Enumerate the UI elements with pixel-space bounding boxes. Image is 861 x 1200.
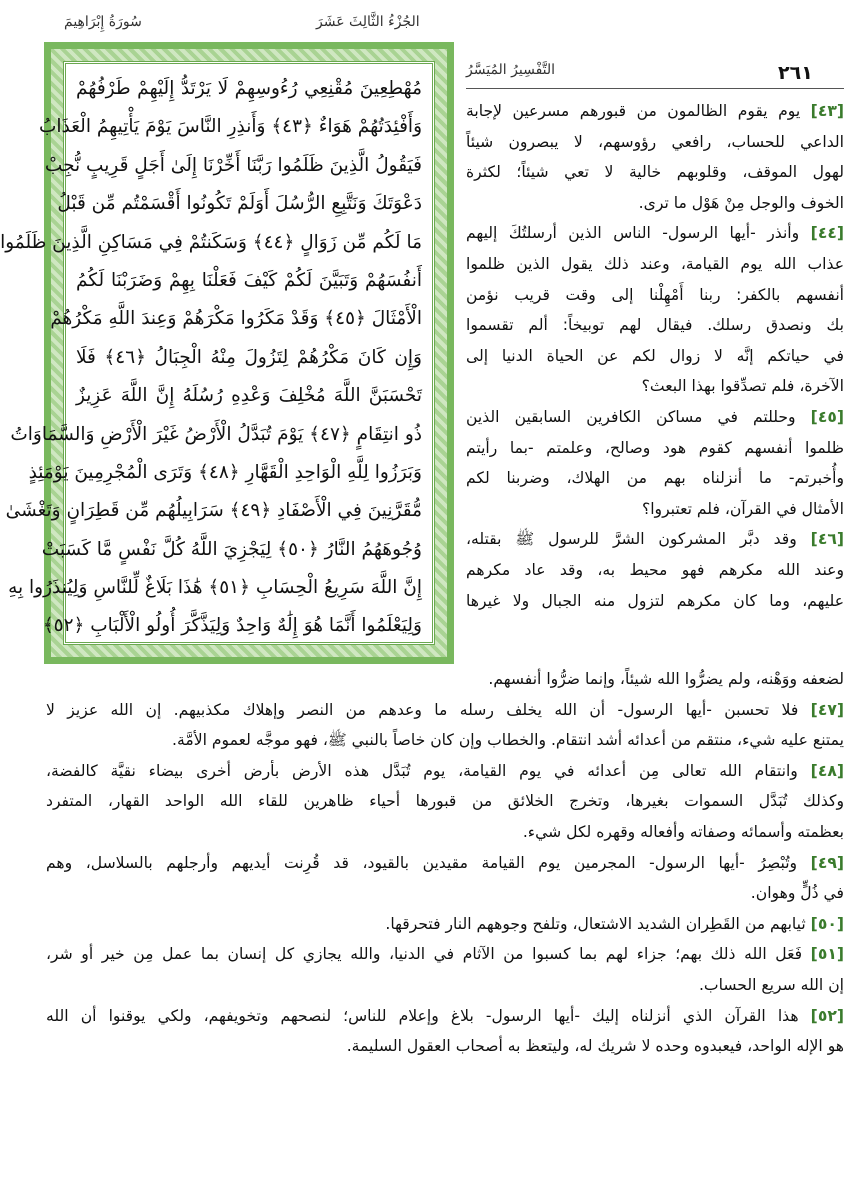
tafsir-line [466, 96, 844, 127]
tafsir-text: في ذُلٍّ وهوان. [750, 884, 844, 903]
verse-number: [٤٤] [810, 224, 844, 243]
verse-number: [٤٩] [810, 853, 844, 872]
surah-name: سُورَةُ إِبْرَاهِيمَ [64, 14, 142, 30]
tafsir-line [466, 494, 844, 525]
tafsir-line [466, 371, 844, 402]
quran-line: وَأَفْئِدَتُهُمْ هَوَاءٌ ﴿٤٣﴾ وَأَنذِرِ النَّاسَ يَوْمَ يَأْتِيهِمُ الْعَذَابُ [38, 116, 422, 138]
quran-line: وُجُوهَهُمُ النَّارُ ﴿٥٠﴾ لِيَجْزِيَ اللَّهُ كُلَّ نَفْسٍ مَّا كَسَبَتْ [41, 538, 422, 560]
tafsir-line [466, 249, 844, 280]
tafsir-text: وقد دبَّر المشركون الشرَّ للرسول ﷺ بقتله، [466, 530, 811, 549]
tafsir-text: بك ونصدق رسلك. فيقال لهم توبيخاً: ألم تقسموا [466, 316, 844, 335]
tafsir-text: في حياتكم إنَّه لا زوال لكم عن الحياة الدنيا إلى [466, 346, 844, 365]
tafsir-text: وانتقام الله تعالى مِن أعدائه في يوم القيامة، يوم تُبَدَّل هذه الأرض بأرض أخرى بيضاء نقيَّة كالفضة، [46, 761, 811, 780]
tafsir-text: ظلموا أنفسهم كقوم هود وصالح، وعلمتم -بما رأيتم [466, 438, 844, 457]
verse-number: [٤٥] [810, 407, 844, 426]
tafsir-text: أنفسهم بالكفر: ربنا أَمْهِلْنا إلى وقت قريب نؤمن [466, 285, 844, 304]
tafsir-text: إن الله سريع الحساب. [698, 975, 844, 994]
tafsir-line [466, 463, 844, 494]
tafsir-line [46, 878, 844, 909]
tafsir-text: عليهم، وما كان مكرهم لتزول منه الجبال ولا غيرها [466, 591, 844, 610]
quran-line: إِنَّ اللَّهَ سَرِيعُ الْحِسَابِ ﴿٥١﴾ هَٰذَا بَلَاغٌ لِّلنَّاسِ وَلِيُنذَرُوا بِهِ [8, 577, 422, 599]
tafsir-line [46, 909, 844, 940]
quran-frame [0, 42, 454, 664]
tafsir-text: وأُخبرتم- ما أنزلناه بهم من الهلاك، وضربنا لكم [466, 469, 844, 488]
tafsir-line [466, 310, 844, 341]
tafsir-line [466, 433, 844, 464]
tafsir-text: يمتنع عليه شيء، منتقم من أعدائه أشد انتقام. والخطاب وإن كان خاصاً بالنبي ﷺ، فهو موجَّه لعموم الأمَّة. [172, 731, 844, 750]
tafsir-text: الأمثال في القرآن، فلم تعتبروا؟ [641, 499, 844, 518]
tafsir-line [46, 756, 844, 787]
quran-line: تَحْسَبَنَّ اللَّهَ مُخْلِفَ وَعْدِهِ رُسُلَهُ إِنَّ اللَّهَ عَزِيزٌ [76, 385, 422, 407]
tafsir-text: وحللتم في مساكن الكافرين السابقين الذين [466, 407, 811, 426]
tafsir-text: وأنذر -أيها الرسول- الناس الذين أرسلتُكَ إليهم [466, 224, 811, 243]
quran-line: أَنفُسَهُمْ وَتَبَيَّنَ لَكُمْ كَيْفَ فَعَلْنَا بِهِمْ وَضَرَبْنَا لَكُمُ [76, 269, 422, 291]
quran-line: ذُو انتِقَامٍ ﴿٤٧﴾ يَوْمَ تُبَدَّلُ الْأَرْضُ غَيْرَ الْأَرْضِ وَالسَّمَاوَاتُ [10, 423, 422, 445]
header-rule [466, 88, 844, 89]
tafsir-text: وتُبْصِرُ -أيها الرسول- المجرمين يوم القيامة مقيدين بالقيود، قد قُرِنت أيديهم وأرجلهم بالسلاسل، وهم [46, 853, 811, 872]
quran-line: مَا لَكُم مِّن زَوَالٍ ﴿٤٤﴾ وَسَكَنتُمْ فِي مَسَاكِنِ الَّذِينَ ظَلَمُوا [0, 231, 422, 253]
tafsir-text: ثيابهم من القَطِران الشديد الاشتعال، وتلفح وجوههم النار فتحرقها. [385, 914, 811, 933]
tafsir-line [466, 218, 844, 249]
tafsir-full-width [46, 664, 844, 1062]
quran-line: دَعْوَتَكَ وَنَتَّبِعِ الرُّسُلَ أَوَلَمْ تَكُونُوا أَقْسَمْتُم مِّن قَبْلُ [57, 193, 422, 215]
tafsir-line [466, 402, 844, 433]
verse-number: [٤٨] [810, 761, 844, 780]
tafsir-text: الداعي للحساب، رافعي رؤوسهم، لا يبصرون شيئاً [466, 132, 844, 151]
verse-number: [٥٠] [810, 914, 844, 933]
tafsir-text: لضعفه ووَهْنه، ولم يضرُّوا الله شيئاً، وإنما ضرُّوا أنفسهم. [488, 670, 844, 688]
quran-line: وَإِن كَانَ مَكْرُهُمْ لِتَزُولَ مِنْهُ الْجِبَالُ ﴿٤٦﴾ فَلَا [76, 346, 422, 368]
tafsir-text: عذاب الله يوم القيامة، وعند ذلك يقول الذين ظلموا [466, 254, 844, 273]
verse-number: [٥٢] [810, 1006, 844, 1025]
tafsir-line [46, 1031, 844, 1062]
quran-line: مُّقَرَّنِينَ فِي الْأَصْفَادِ ﴿٤٩﴾ سَرَابِيلُهُم مِّن قَطِرَانٍ وَتَغْشَىٰ [5, 500, 422, 522]
tafsir-line [46, 817, 844, 848]
tafsir-line [466, 524, 844, 555]
tafsir-text: فلا تحسبن -أيها الرسول- أن الله يخلف رسله ما وعدهم من النصر وإهلاك مكذبيهم. إن الله عزيز لا [46, 700, 811, 719]
verse-number: [٥١] [810, 945, 844, 964]
tafsir-text: وعند الله مكرهم فهو محيط به، وقد عاد مكرهم [466, 560, 844, 579]
tafsir-line [46, 786, 844, 817]
quran-text-area [0, 61, 435, 645]
quran-line: وَلِيَعْلَمُوا أَنَّمَا هُوَ إِلَٰهٌ وَاحِدٌ وَلِيَذَّكَّرَ أُولُو الْأَلْبَابِ ﴿٥٢﴾ [42, 615, 422, 637]
book-title: التَّفْسِيرُ المُيَسَّرُ [466, 62, 556, 78]
tafsir-line [46, 725, 844, 756]
tafsir-line [46, 664, 844, 695]
juz-label: الجُزْءُ الثَّالِثَ عَشَرَ [316, 14, 420, 30]
verse-number: [٤٣] [810, 102, 844, 120]
tafsir-text: هذا القرآن الذي أنزلناه إليك -أيها الرسول- بلاغ وإعلام للناس؛ لنصحهم وتخويفهم، ولكي يوقنوا أن الله [46, 1006, 811, 1025]
tafsir-text: هو الإله الواحد، فيعبدوه وحده لا شريك له، وليتعظ به أصحاب العقول السليمة. [346, 1037, 844, 1056]
verse-number: [٤٧] [810, 700, 844, 719]
tafsir-line [46, 1001, 844, 1032]
tafsir-column [466, 96, 844, 616]
tafsir-line [46, 970, 844, 1001]
tafsir-line [46, 695, 844, 726]
tafsir-text: يوم يقوم الظالمون من قبورهم مسرعين لإجابة [466, 102, 811, 120]
tafsir-line [466, 586, 844, 617]
tafsir-line [466, 188, 844, 219]
verse-number: [٤٦] [810, 530, 844, 549]
page-number: ٢٦١ [778, 62, 813, 84]
tafsir-line [466, 280, 844, 311]
tafsir-text: وكذلك تُبَدَّل السموات بغيرها، وتخرج الخلائق من قبورها أحياء ظاهرين للقاء الله الواحد القهار، المتفرد [46, 792, 844, 811]
tafsir-line [466, 157, 844, 188]
quran-line: الْأَمْثَالَ ﴿٤٥﴾ وَقَدْ مَكَرُوا مَكْرَهُمْ وَعِندَ اللَّهِ مَكْرُهُمْ [50, 308, 422, 330]
quran-line: مُهْطِعِينَ مُقْنِعِي رُءُوسِهِمْ لَا يَرْتَدُّ إِلَيْهِمْ طَرْفُهُمْ [76, 78, 422, 99]
tafsir-text: فَعَل الله ذلك بهم؛ جزاء لهم بما كسبوا من الآثام في الدنيا، والله يجازي كل إنسان بما عمل مِن خير أو شر، [46, 945, 811, 964]
tafsir-line [46, 939, 844, 970]
tafsir-line [46, 848, 844, 879]
tafsir-line [466, 555, 844, 586]
quran-line: فَيَقُولُ الَّذِينَ ظَلَمُوا رَبَّنَا أَخِّرْنَا إِلَىٰ أَجَلٍ قَرِيبٍ نُّجِبْ [44, 154, 422, 176]
tafsir-text: الخوف والوجل مِنْ هَوْل ما ترى. [638, 193, 844, 212]
tafsir-text: الآخرة، فلم تصدِّقوا بهذا البعث؟ [641, 377, 844, 396]
tafsir-text: بعظمته وأسمائه وصفاته وأفعاله وقهره لكل شيء. [522, 822, 844, 841]
quran-line: وَبَرَزُوا لِلَّهِ الْوَاحِدِ الْقَهَّارِ ﴿٤٨﴾ وَتَرَى الْمُجْرِمِينَ يَوْمَئِذٍ [28, 461, 422, 483]
tafsir-line [466, 127, 844, 158]
tafsir-line [466, 341, 844, 372]
tafsir-text: لهول الموقف، وقلوبهم خالية لا تعي شيئاً؛ لكثرة [466, 163, 844, 182]
